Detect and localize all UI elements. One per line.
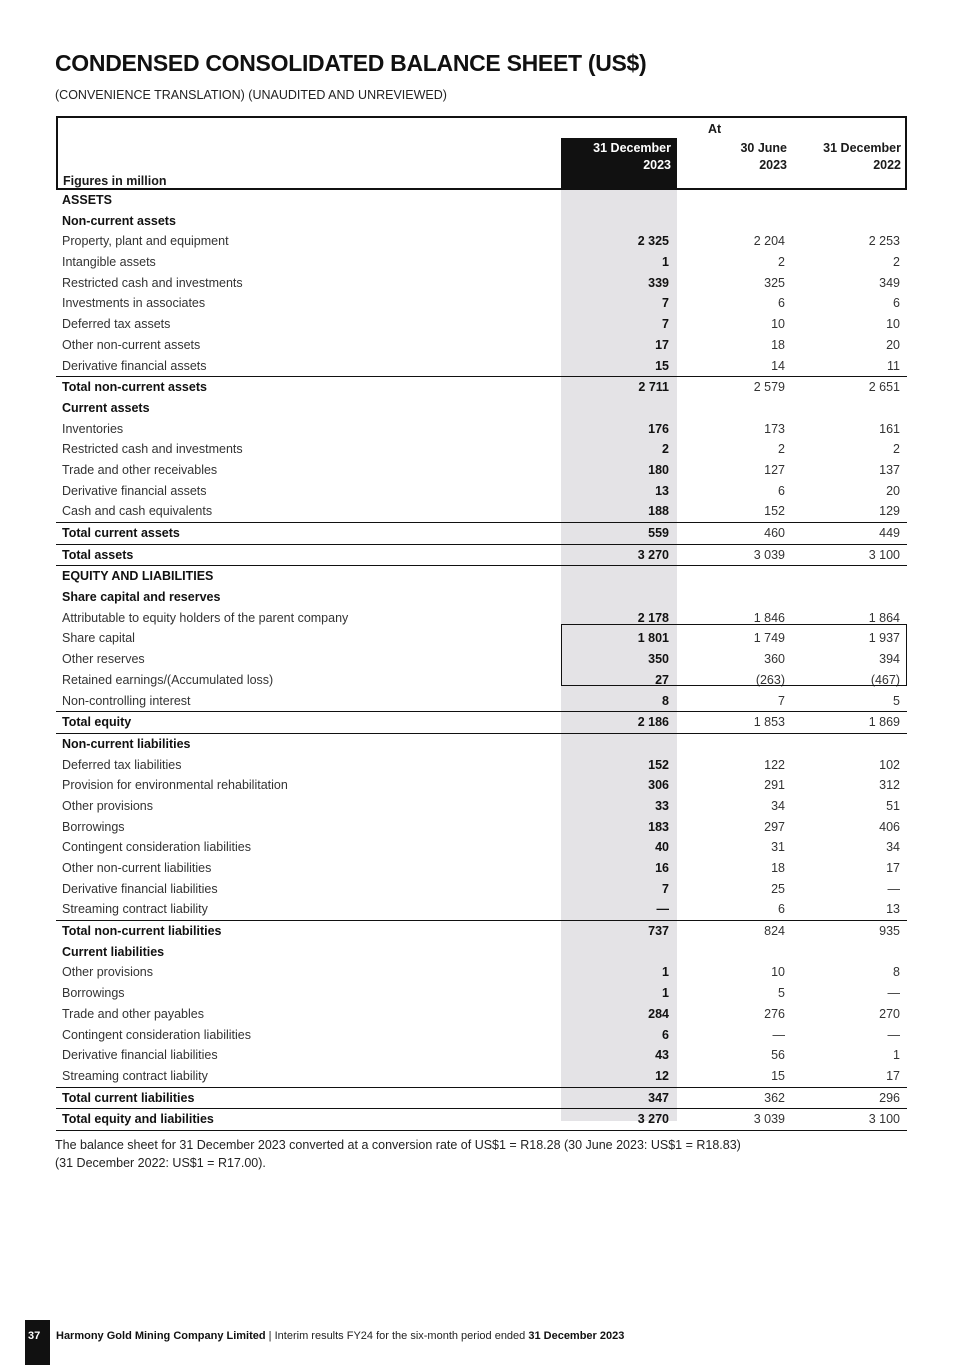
page-subtitle: (CONVENIENCE TRANSLATION) (UNAUDITED AND UNREVIEWED) bbox=[55, 88, 447, 102]
value-jun-2023: 152 bbox=[764, 504, 785, 519]
value-jun-2023: 6 bbox=[778, 483, 785, 498]
page-title: CONDENSED CONSOLIDATED BALANCE SHEET (US$) bbox=[55, 50, 647, 76]
header-col-dec-2022 bbox=[798, 140, 901, 174]
value-dec-2023: 737 bbox=[648, 924, 669, 939]
value-dec-2022: — bbox=[887, 986, 900, 1001]
value-dec-2023: 152 bbox=[648, 757, 669, 772]
value-dec-2023: 16 bbox=[655, 861, 669, 875]
row-label: Derivative financial liabilities bbox=[62, 1048, 218, 1063]
value-dec-2022: 1 937 bbox=[868, 631, 900, 646]
value-dec-2022: 10 bbox=[886, 317, 900, 332]
value-dec-2022: 394 bbox=[879, 652, 900, 667]
table-row bbox=[56, 566, 907, 587]
footer-text bbox=[56, 1330, 624, 1342]
footer-period: 31 December 2023 bbox=[528, 1330, 625, 1342]
row-label: Intangible assets bbox=[62, 255, 156, 270]
table-row bbox=[56, 734, 907, 755]
balance-sheet-table bbox=[56, 116, 907, 1127]
table-row bbox=[56, 314, 907, 335]
value-jun-2023: 1 853 bbox=[753, 715, 785, 730]
value-jun-2023: 6 bbox=[778, 902, 785, 917]
value-dec-2022: 2 bbox=[893, 442, 900, 457]
row-label: Borrowings bbox=[62, 986, 125, 1001]
value-jun-2023: 362 bbox=[764, 1090, 785, 1105]
table-row bbox=[56, 983, 907, 1004]
row-label: EQUITY AND LIABILITIES bbox=[62, 569, 214, 584]
row-label: Trade and other payables bbox=[62, 1006, 204, 1021]
row-label: Borrowings bbox=[62, 819, 125, 834]
value-dec-2022: 2 bbox=[893, 255, 900, 270]
table-row bbox=[56, 817, 907, 838]
table-row bbox=[56, 691, 907, 713]
value-jun-2023: 325 bbox=[764, 275, 785, 290]
value-dec-2022: 8 bbox=[893, 965, 900, 980]
table-row bbox=[56, 377, 907, 398]
value-jun-2023: 3 039 bbox=[753, 547, 785, 562]
value-dec-2023: 2 178 bbox=[637, 610, 669, 625]
value-jun-2023: 25 bbox=[771, 881, 785, 896]
table-row bbox=[56, 1109, 907, 1131]
table-row bbox=[56, 755, 907, 776]
value-dec-2022: 3 100 bbox=[868, 547, 900, 562]
value-dec-2023: 176 bbox=[648, 421, 669, 436]
row-label: Share capital and reserves bbox=[62, 590, 221, 605]
value-dec-2023: 6 bbox=[662, 1027, 669, 1042]
row-label: Retained earnings/(Accumulated loss) bbox=[62, 672, 274, 687]
table-row bbox=[56, 356, 907, 378]
header-col-dec-2023 bbox=[561, 138, 677, 190]
table-row bbox=[56, 942, 907, 963]
value-dec-2022: 129 bbox=[879, 504, 900, 519]
table-row bbox=[56, 252, 907, 273]
value-jun-2023: 34 bbox=[771, 798, 785, 813]
value-dec-2023: 1 bbox=[662, 255, 669, 270]
table-row bbox=[56, 273, 907, 294]
value-dec-2023: 1 bbox=[662, 965, 669, 980]
value-dec-2022: 51 bbox=[886, 798, 900, 813]
value-jun-2023: 6 bbox=[778, 296, 785, 311]
table-row bbox=[56, 190, 907, 211]
value-jun-2023: 1 749 bbox=[753, 631, 785, 646]
row-label: Total current liabilities bbox=[62, 1090, 195, 1105]
row-label: Total current assets bbox=[62, 526, 180, 540]
table-row bbox=[56, 335, 907, 356]
page-number: 37 bbox=[28, 1330, 41, 1342]
value-dec-2023: 15 bbox=[655, 358, 669, 373]
value-jun-2023: 18 bbox=[771, 861, 785, 875]
value-dec-2022: 34 bbox=[886, 840, 900, 855]
table-row bbox=[56, 837, 907, 858]
value-dec-2022: 5 bbox=[893, 693, 900, 708]
row-label: Other non-current assets bbox=[62, 337, 201, 352]
row-label: Other non-current liabilities bbox=[62, 861, 212, 875]
value-jun-2023: 3 039 bbox=[753, 1112, 785, 1127]
table-row bbox=[56, 211, 907, 232]
figures-in-million-label: Figures in million bbox=[63, 174, 167, 188]
footer-page-tab bbox=[25, 1320, 50, 1365]
row-label: Inventories bbox=[62, 421, 124, 436]
row-label: Derivative financial assets bbox=[62, 358, 207, 373]
table-row bbox=[56, 1025, 907, 1046]
row-label: Other provisions bbox=[62, 965, 154, 980]
table-row bbox=[56, 899, 907, 921]
value-dec-2023: 7 bbox=[662, 881, 669, 896]
value-dec-2022: 137 bbox=[879, 462, 900, 477]
value-jun-2023: 31 bbox=[771, 840, 785, 855]
table-row bbox=[56, 962, 907, 983]
row-label: Total assets bbox=[62, 547, 134, 562]
table-row bbox=[56, 1066, 907, 1088]
row-label: Streaming contract liability bbox=[62, 1068, 208, 1083]
value-jun-2023: 2 579 bbox=[753, 380, 785, 395]
value-dec-2022: 349 bbox=[879, 275, 900, 290]
value-jun-2023: 15 bbox=[771, 1068, 785, 1083]
value-dec-2022: 406 bbox=[879, 819, 900, 834]
row-label: Derivative financial liabilities bbox=[62, 881, 218, 896]
value-dec-2023: 1 bbox=[662, 986, 669, 1001]
value-dec-2023: 2 bbox=[662, 442, 669, 457]
value-dec-2022: 935 bbox=[879, 924, 900, 939]
row-label: Property, plant and equipment bbox=[62, 234, 229, 249]
table-row bbox=[56, 775, 907, 796]
value-dec-2022: 6 bbox=[893, 296, 900, 311]
row-label: Cash and cash equivalents bbox=[62, 504, 213, 519]
table-row bbox=[56, 712, 907, 734]
value-jun-2023: 14 bbox=[771, 358, 785, 373]
value-dec-2023: 8 bbox=[662, 693, 669, 708]
value-jun-2023: 824 bbox=[764, 924, 785, 939]
header-col1-line2: 2023 bbox=[643, 158, 671, 172]
value-dec-2022: 2 651 bbox=[868, 380, 900, 395]
value-dec-2023: 180 bbox=[648, 462, 669, 477]
value-dec-2022: 270 bbox=[879, 1006, 900, 1021]
row-label: Non-controlling interest bbox=[62, 693, 191, 708]
row-label: Share capital bbox=[62, 631, 135, 646]
value-jun-2023: 276 bbox=[764, 1006, 785, 1021]
row-label: Streaming contract liability bbox=[62, 902, 208, 917]
row-label: Investments in associates bbox=[62, 296, 206, 311]
row-label: Other provisions bbox=[62, 798, 154, 813]
row-label: Attributable to equity holders of the parent company bbox=[62, 610, 349, 625]
value-jun-2023: 291 bbox=[764, 778, 785, 793]
row-label: Non-current liabilities bbox=[62, 736, 191, 751]
value-dec-2022: 13 bbox=[886, 902, 900, 917]
row-label: Non-current assets bbox=[62, 213, 176, 228]
table-row bbox=[56, 231, 907, 252]
value-dec-2023: 7 bbox=[662, 317, 669, 332]
row-label: Trade and other receivables bbox=[62, 462, 218, 477]
table-row bbox=[56, 439, 907, 460]
value-dec-2022: 161 bbox=[879, 421, 900, 436]
footer-company: Harmony Gold Mining Company Limited bbox=[56, 1330, 266, 1342]
footnote-line-2: (31 December 2022: US$1 = R17.00). bbox=[55, 1156, 266, 1170]
table-row bbox=[56, 858, 907, 879]
row-label: Current assets bbox=[62, 400, 150, 415]
value-dec-2023: 188 bbox=[648, 504, 669, 519]
value-dec-2023: 3 270 bbox=[637, 547, 669, 562]
value-dec-2023: 7 bbox=[662, 296, 669, 311]
table-row bbox=[56, 545, 907, 567]
table-row bbox=[56, 921, 907, 942]
table-row bbox=[56, 523, 907, 545]
value-dec-2022: 312 bbox=[879, 778, 900, 793]
value-dec-2022: 449 bbox=[879, 526, 900, 540]
header-col2-line1: 30 June bbox=[740, 141, 787, 155]
header-col1-line1: 31 December bbox=[593, 141, 671, 155]
row-label: Total non-current assets bbox=[62, 380, 207, 395]
value-jun-2023: 5 bbox=[778, 986, 785, 1001]
table-row bbox=[56, 796, 907, 817]
value-dec-2023: 27 bbox=[655, 672, 669, 687]
value-jun-2023: — bbox=[772, 1027, 785, 1042]
table-row bbox=[56, 460, 907, 481]
value-dec-2023: 306 bbox=[648, 778, 669, 793]
value-dec-2022: 20 bbox=[886, 337, 900, 352]
value-jun-2023: (263) bbox=[755, 672, 785, 687]
table-row bbox=[56, 398, 907, 419]
footnote-line-1: The balance sheet for 31 December 2023 converted at a conversion rate of US$1 = R18.28 (30 June 2023: US$1 = R18.83) bbox=[55, 1138, 741, 1152]
row-label: Contingent consideration liabilities bbox=[62, 1027, 252, 1042]
value-dec-2023: 183 bbox=[648, 819, 669, 834]
table-row bbox=[56, 501, 907, 523]
row-label: ASSETS bbox=[62, 193, 113, 207]
header-col-jun-2023 bbox=[698, 140, 787, 174]
value-jun-2023: 122 bbox=[764, 757, 785, 772]
value-jun-2023: 2 bbox=[778, 255, 785, 270]
value-dec-2022: — bbox=[887, 881, 900, 896]
value-dec-2022: 296 bbox=[879, 1090, 900, 1105]
value-dec-2023: 339 bbox=[648, 275, 669, 290]
table-row bbox=[56, 293, 907, 314]
header-col3-line2: 2022 bbox=[873, 158, 901, 172]
row-label: Other reserves bbox=[62, 652, 145, 667]
value-dec-2023: 33 bbox=[655, 798, 669, 813]
value-jun-2023: 56 bbox=[771, 1048, 785, 1063]
value-dec-2022: 1 869 bbox=[868, 715, 900, 730]
share-capital-box bbox=[561, 624, 907, 686]
value-jun-2023: 360 bbox=[764, 652, 785, 667]
value-dec-2023: 2 325 bbox=[637, 234, 669, 249]
value-jun-2023: 127 bbox=[764, 462, 785, 477]
row-label: Restricted cash and investments bbox=[62, 275, 243, 290]
row-label: Total equity and liabilities bbox=[62, 1112, 214, 1127]
value-dec-2022: 102 bbox=[879, 757, 900, 772]
value-dec-2023: 1 801 bbox=[637, 631, 669, 646]
value-jun-2023: 10 bbox=[771, 965, 785, 980]
table-row bbox=[56, 587, 907, 608]
table-row bbox=[56, 1088, 907, 1110]
value-dec-2022: 17 bbox=[886, 861, 900, 875]
table-row bbox=[56, 1004, 907, 1025]
value-dec-2022: 2 253 bbox=[868, 234, 900, 249]
row-label: Deferred tax liabilities bbox=[62, 757, 182, 772]
row-label: Current liabilities bbox=[62, 944, 165, 959]
value-jun-2023: 460 bbox=[764, 526, 785, 540]
footnote bbox=[55, 1136, 741, 1172]
value-jun-2023: 18 bbox=[771, 337, 785, 352]
header-col2-line2: 2023 bbox=[759, 158, 787, 172]
table-row bbox=[56, 419, 907, 440]
row-label: Restricted cash and investments bbox=[62, 442, 243, 457]
value-jun-2023: 7 bbox=[778, 693, 785, 708]
value-dec-2023: 284 bbox=[648, 1006, 669, 1021]
row-label: Total non-current liabilities bbox=[62, 924, 222, 939]
value-jun-2023: 1 846 bbox=[753, 610, 785, 625]
row-label: Provision for environmental rehabilitation bbox=[62, 778, 288, 793]
value-dec-2023: 347 bbox=[648, 1090, 669, 1105]
table-header bbox=[56, 116, 907, 190]
value-dec-2022: 3 100 bbox=[868, 1112, 900, 1127]
value-dec-2023: 17 bbox=[655, 337, 669, 352]
table-row bbox=[56, 1045, 907, 1066]
value-dec-2022: — bbox=[887, 1027, 900, 1042]
value-dec-2022: 11 bbox=[887, 358, 900, 373]
value-dec-2023: 2 711 bbox=[638, 380, 669, 395]
header-at: At bbox=[708, 122, 722, 136]
value-dec-2023: 350 bbox=[648, 652, 669, 667]
value-dec-2023: 12 bbox=[655, 1068, 669, 1083]
value-dec-2023: 3 270 bbox=[637, 1112, 669, 1127]
row-label: Deferred tax assets bbox=[62, 317, 171, 332]
value-dec-2023: 43 bbox=[655, 1048, 669, 1063]
row-label: Derivative financial assets bbox=[62, 483, 207, 498]
value-dec-2022: 17 bbox=[886, 1068, 900, 1083]
row-label: Total equity bbox=[62, 715, 132, 730]
value-jun-2023: 173 bbox=[764, 421, 785, 436]
header-col3-line1: 31 December bbox=[823, 141, 901, 155]
value-dec-2023: 2 186 bbox=[637, 715, 669, 730]
value-dec-2022: 1 bbox=[893, 1048, 900, 1063]
row-label: Contingent consideration liabilities bbox=[62, 840, 252, 855]
footer-description: Interim results FY24 for the six-month period ended bbox=[274, 1330, 529, 1342]
table-row bbox=[56, 879, 907, 900]
footer-separator: | bbox=[265, 1330, 275, 1342]
value-dec-2022: 1 864 bbox=[868, 610, 900, 625]
value-jun-2023: 2 204 bbox=[753, 234, 785, 249]
value-dec-2023: — bbox=[656, 902, 669, 917]
value-dec-2023: 559 bbox=[648, 526, 669, 540]
table-row bbox=[56, 481, 907, 502]
value-jun-2023: 297 bbox=[764, 819, 785, 834]
value-dec-2023: 40 bbox=[655, 840, 669, 855]
value-dec-2023: 13 bbox=[655, 483, 669, 498]
value-jun-2023: 10 bbox=[771, 317, 785, 332]
value-jun-2023: 2 bbox=[778, 442, 785, 457]
value-dec-2022: (467) bbox=[870, 672, 900, 687]
value-dec-2022: 20 bbox=[886, 483, 900, 498]
